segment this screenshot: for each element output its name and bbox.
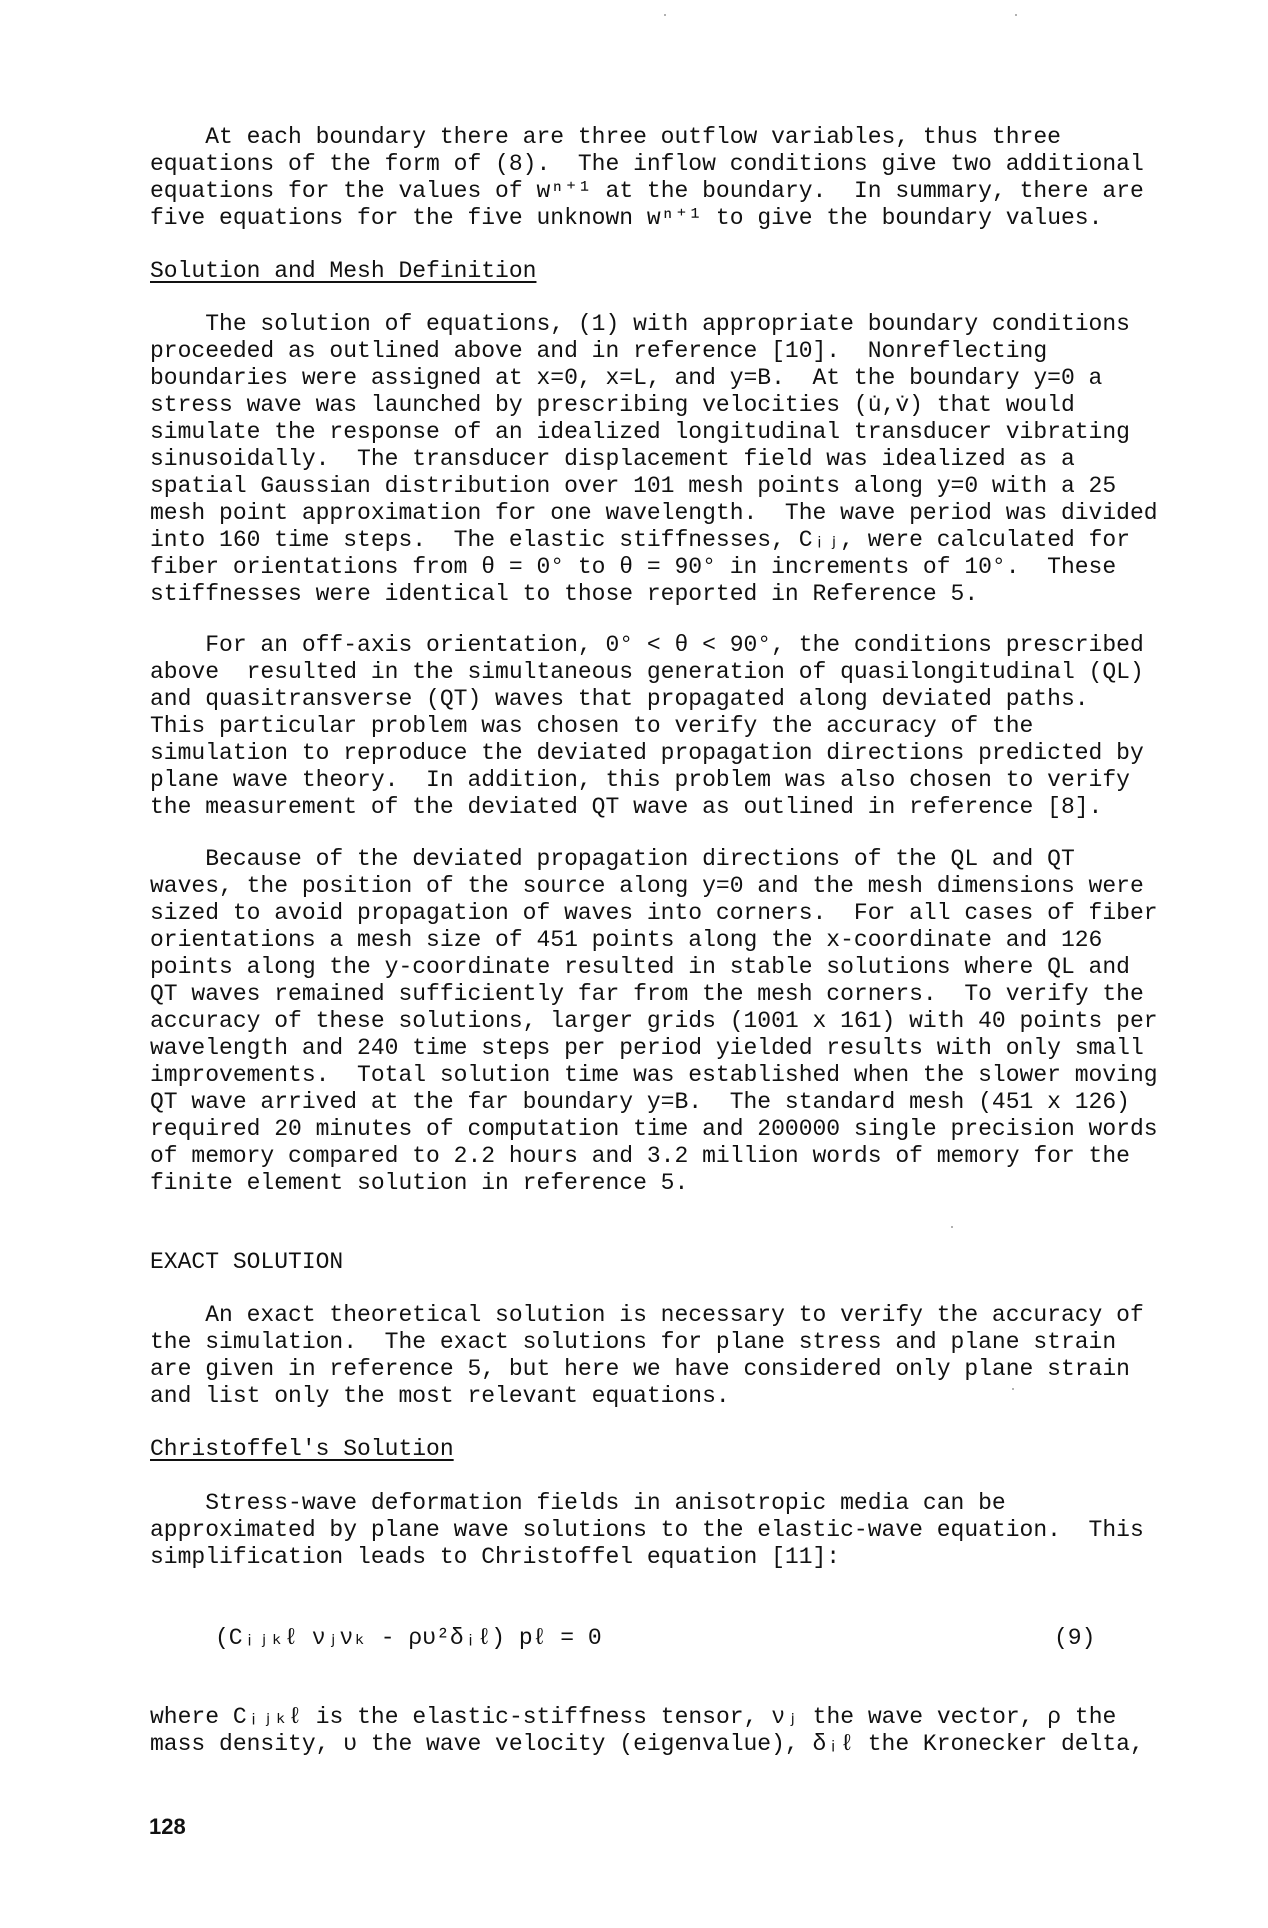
scan-speck (951, 1226, 953, 1228)
text-line: waves, the position of the source along y=0 and the mesh dimensions were (150, 873, 1144, 899)
text-line: At each boundary there are three outflow variables, thus three (150, 124, 1061, 150)
text-line: orientations a mesh size of 451 points along the x-coordinate and 126 (150, 927, 1103, 953)
text-line: sized to avoid propagation of waves into corners. For all cases of fiber (150, 900, 1158, 926)
page-number: 128 (149, 1814, 186, 1839)
text-line: of memory compared to 2.2 hours and 3.2 million words of memory for the (150, 1143, 1130, 1169)
text-line: spatial Gaussian distribution over 101 mesh points along y=0 with a 25 (150, 473, 1117, 499)
text-line: sinusoidally. The transducer displacement field was idealized as a (150, 446, 1075, 472)
text-line: The solution of equations, (1) with appropriate boundary conditions (150, 311, 1130, 337)
text-line: fiber orientations from θ = 0° to θ = 90° in increments of 10°. These (150, 554, 1117, 580)
section-heading-exact-solution: EXACT SOLUTION (150, 1249, 344, 1275)
paragraph-mesh-dimensions (150, 846, 1158, 1197)
section-heading-christoffel: Christoffel's Solution (150, 1436, 454, 1462)
text-line: equations of the form of (8). The inflow conditions give two additional (150, 151, 1144, 177)
text-line: five equations for the five unknown wⁿ⁺¹ to give the boundary values. (150, 205, 1103, 231)
text-line: the simulation. The exact solutions for plane stress and plane strain (150, 1329, 1117, 1355)
text-line: boundaries were assigned at x=0, x=L, and y=B. At the boundary y=0 a (150, 365, 1103, 391)
text-line: required 20 minutes of computation time and 200000 single precision words (150, 1116, 1158, 1142)
text-line: QT wave arrived at the far boundary y=B. The standard mesh (451 x 126) (150, 1089, 1130, 1115)
christoffel-equation: (Cᵢⱼₖℓ νⱼνₖ - ρυ²δᵢℓ) pℓ = 0 (215, 1625, 602, 1651)
text-line: improvements. Total solution time was established when the slower moving (150, 1062, 1158, 1088)
text-line: An exact theoretical solution is necessary to verify the accuracy of (150, 1302, 1144, 1328)
text-line: are given in reference 5, but here we have considered only plane strain (150, 1356, 1130, 1382)
scan-speck (1012, 1388, 1014, 1390)
text-line: approximated by plane wave solutions to the elastic-wave equation. This (150, 1517, 1144, 1543)
text-line: the measurement of the deviated QT wave as outlined in reference [8]. (150, 794, 1103, 820)
text-line: accuracy of these solutions, larger grids (1001 x 161) with 40 points per (150, 1008, 1158, 1034)
text-line: mesh point approximation for one wavelength. The wave period was divided (150, 500, 1158, 526)
text-line: plane wave theory. In addition, this problem was also chosen to verify (150, 767, 1130, 793)
paragraph-boundary-equations (150, 124, 1150, 232)
text-line: wavelength and 240 time steps per period yielded results with only small (150, 1035, 1144, 1061)
paragraph-off-axis-orientation (150, 632, 1150, 821)
scan-speck (1015, 14, 1017, 16)
paragraph-where-definitions (150, 1704, 1150, 1758)
equation-number: (9) (1054, 1625, 1096, 1651)
text-line: simulate the response of an idealized longitudinal transducer vibrating (150, 419, 1130, 445)
section-heading-solution-mesh: Solution and Mesh Definition (150, 258, 537, 284)
scan-speck (664, 14, 666, 16)
text-line: and list only the most relevant equations. (150, 1383, 730, 1409)
paragraph-solution-description (150, 311, 1158, 608)
text-line: and quasitransverse (QT) waves that propagated along deviated paths. (150, 686, 1089, 712)
text-line: For an off-axis orientation, 0° < θ < 90°, the conditions prescribed (150, 632, 1144, 658)
text-line: points along the y-coordinate resulted in stable solutions where QL and (150, 954, 1130, 980)
text-line: QT waves remained sufficiently far from the mesh corners. To verify the (150, 981, 1144, 1007)
text-line: simulation to reproduce the deviated propagation directions predicted by (150, 740, 1144, 766)
text-line: equations for the values of wⁿ⁺¹ at the boundary. In summary, there are (150, 178, 1144, 204)
text-line: This particular problem was chosen to verify the accuracy of the (150, 713, 1034, 739)
text-line: where Cᵢⱼₖℓ is the elastic-stiffness tensor, νⱼ the wave vector, ρ the (150, 1704, 1117, 1730)
text-line: Stress-wave deformation fields in anisotropic media can be (150, 1490, 1006, 1516)
text-line: Because of the deviated propagation directions of the QL and QT (150, 846, 1075, 872)
text-line: above resulted in the simultaneous generation of quasilongitudinal (QL) (150, 659, 1144, 685)
text-line: finite element solution in reference 5. (150, 1170, 689, 1196)
text-line: stiffnesses were identical to those reported in Reference 5. (150, 581, 979, 607)
paragraph-exact-solution (150, 1302, 1150, 1410)
text-line: mass density, υ the wave velocity (eigenvalue), δᵢℓ the Kronecker delta, (150, 1731, 1144, 1757)
paragraph-christoffel-intro (150, 1490, 1150, 1571)
text-line: simplification leads to Christoffel equation [11]: (150, 1544, 841, 1570)
text-line: proceeded as outlined above and in reference [10]. Nonreflecting (150, 338, 1048, 364)
text-line: into 160 time steps. The elastic stiffnesses, Cᵢⱼ, were calculated for (150, 527, 1131, 553)
text-line: stress wave was launched by prescribing velocities (u̇,v̇) that would (150, 392, 1075, 418)
